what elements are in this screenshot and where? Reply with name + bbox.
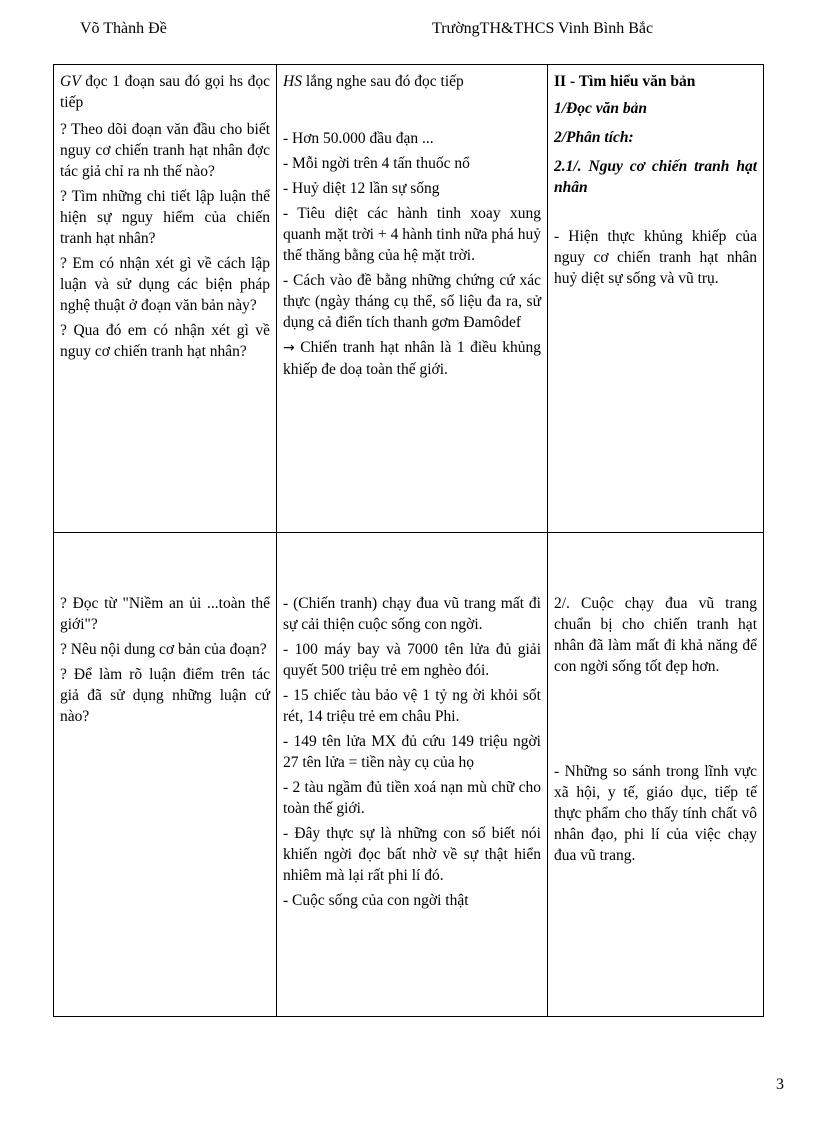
student-point: - 2 tàu ngầm đủ tiền xoá nạn mù chữ cho toàn thế giới. [283, 779, 541, 817]
content-column [548, 65, 764, 533]
content-column [548, 533, 764, 1017]
student-point: - Cách vào đề bằng những chứng cứ xác thực (ngày tháng cụ thể, số liệu đa ra, sử dụng cả điển tích thanh gơm Đamôdef [283, 272, 541, 331]
lesson-table [53, 64, 764, 1017]
teacher-column [54, 533, 277, 1017]
student-column [277, 65, 548, 533]
content-text: - Hiện thực khủng khiếp của nguy cơ chiến tranh hạt nhân huỷ diệt sự sống và vũ trụ. [554, 228, 757, 287]
student-point: - Huỷ diệt 12 lần sự sống [283, 180, 440, 197]
arrow-right-icon: → [283, 340, 295, 356]
header-school: TrườngTH&THCS Vinh Bình Bắc [432, 20, 654, 37]
teacher-question: ? Theo dõi đoạn văn đầu cho biết nguy cơ chiến tranh hạt nhân đợc tác giả chỉ ra nh thế nào? [60, 121, 270, 180]
teacher-label: GV [60, 73, 81, 90]
student-point: - Tiêu diệt các hành tinh xoay xung quanh mặt trời + 4 hành tinh nữa phá huỷ thế thăng bằng của hệ mặt trời. [283, 205, 541, 264]
content-text: - Những so sánh trong lĩnh vực xã hội, y tế, giáo dục, tiếp tế thực phẩm cho thấy tính chất vô nhân đạo, phi lí của việc chạy đua vũ trang. [554, 763, 757, 864]
student-conclusion: → Chiến tranh hạt nhân là 1 điều khủng khiếp đe doạ toàn thế giới. [283, 339, 541, 378]
student-point: - (Chiến tranh) chạy đua vũ trang mất đi sự cải thiện cuộc sống con ngời. [283, 595, 541, 633]
page-number: 3 [776, 1076, 784, 1093]
teacher-question: ? Qua đó em có nhận xét gì về nguy cơ chiến tranh hạt nhân? [60, 322, 270, 360]
table-row [54, 533, 764, 1017]
teacher-question: ? Để làm rõ luận điểm trên tác giả đã sử dụng những luận cứ nào? [60, 666, 270, 725]
teacher-question: ? Em có nhận xét gì về cách lập luận và sử dụng các biện pháp nghệ thuật ở đoạn văn bản này? [60, 255, 270, 314]
content-text: 2/. Cuộc chạy đua vũ trang chuẩn bị cho chiến tranh hạt nhân đã làm mất đi khả năng để con ngời sống tốt đẹp hơn. [554, 595, 757, 675]
subsection-nuclear-risk: 2.1/. Nguy cơ chiến tranh hạt nhân [554, 158, 757, 196]
teacher-column [54, 65, 277, 533]
header-author: Võ Thành Đề [80, 20, 167, 37]
student-label: HS [283, 73, 302, 90]
student-point: - Cuộc sống của con ngời thật [283, 892, 469, 909]
teacher-question: ? Nêu nội dung cơ bản của đoạn? [60, 641, 267, 658]
student-intro: HS lắng nghe sau đó đọc tiếp [283, 73, 464, 90]
student-point: - Hơn 50.000 đầu đạn ... [283, 130, 434, 147]
table-row [54, 65, 764, 533]
teacher-question: ? Đọc từ "Niềm an ủi ...toàn thể giới"? [60, 595, 270, 633]
section-title: II - Tìm hiểu văn bản [554, 73, 696, 90]
teacher-question: ? Tìm những chi tiết lập luận thể hiện sự nguy hiểm của chiến tranh hạt nhân? [60, 188, 270, 247]
student-point: - 149 tên lửa MX đủ cứu 149 triệu ngời 27 tên lửa = tiền này cụ của họ [283, 733, 541, 771]
subsection-read: 1/Đọc văn bản [554, 100, 647, 117]
student-point: - Đây thực sự là những con số biết nói khiến ngời đọc bất nhờ về sự thật hiển nhiêm mà lại rất phi lí đó. [283, 825, 541, 884]
subsection-analysis: 2/Phân tích: [554, 129, 634, 146]
student-point: - Mỗi ngời trên 4 tấn thuốc nổ [283, 155, 470, 172]
student-column [277, 533, 548, 1017]
teacher-intro: GV đọc 1 đoạn sau đó gọi hs đọc tiếp [60, 73, 270, 111]
student-point: - 15 chiếc tàu bảo vệ 1 tỷ ng ời khỏi sốt rét, 14 triệu trẻ em châu Phi. [283, 687, 541, 725]
student-point: - 100 máy bay và 7000 tên lửa đủ giải quyết 500 triệu trẻ em nghèo đói. [283, 641, 541, 679]
